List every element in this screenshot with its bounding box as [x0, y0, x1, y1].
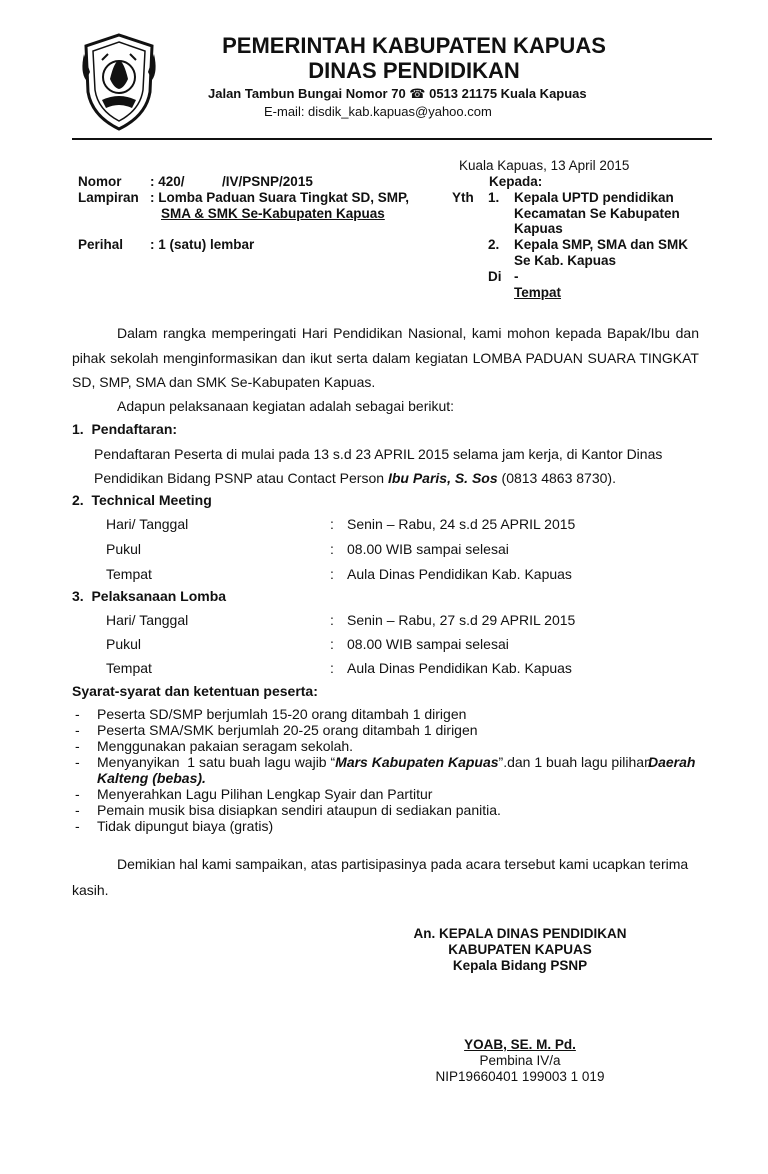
adapun-paragraph: Adapun pelaksanaan kegiatan adalah sebagai berikut:	[117, 398, 455, 414]
req-1-dash: -	[75, 706, 80, 722]
lomba-date-colon: :	[330, 612, 334, 628]
req-5: Menyerahkan Lagu Pilihan Lengkap Syair dan Partitur	[97, 786, 433, 802]
lampiran-label: Lampiran	[78, 190, 139, 205]
req-6: Pemain musik bisa disiapkan sendiri ataupun di sediakan panitia.	[97, 802, 501, 818]
tm-date-colon: :	[330, 516, 334, 532]
recipient-2-number: 2.	[488, 237, 500, 252]
recipient-1-line3: Kapuas	[514, 221, 563, 236]
closing-line-1: Demikian hal kami sampaikan, atas partisipasinya pada acara tersebut kami ucapkan terima	[117, 856, 689, 872]
recipient-2-line1: Kepala SMP, SMA dan SMK	[514, 237, 689, 252]
signatory-name	[360, 1037, 680, 1052]
lomba-time-label: Pukul	[106, 636, 142, 652]
tm-time-value: 08.00 WIB sampai selesai	[347, 541, 509, 557]
section-1-line-2	[94, 470, 616, 486]
contact-phone: (0813 4863 8730).	[497, 470, 616, 486]
contact-person-name: Ibu Paris, S. Sos	[387, 470, 498, 486]
signatory-regency: KABUPATEN KAPUAS	[448, 942, 592, 957]
lampiran-value: : Lomba Paduan Suara Tingkat SD, SMP,	[150, 190, 410, 205]
intro-line-3: SD, SMP, SMA dan SMK Se-Kabupaten Kapuas.	[72, 374, 376, 390]
contact-text: Pendidikan Bidang PSNP atau Contact Person	[94, 470, 388, 486]
req-7-dash: -	[75, 818, 80, 834]
letterhead-divider	[72, 138, 712, 140]
signatory-rank: Pembina IV/a	[479, 1053, 561, 1068]
nomor-value: : 420/ /IV/PSNP/2015	[150, 174, 313, 189]
req-1: Peserta SD/SMP berjumlah 15-20 orang ditambah 1 dirigen	[97, 706, 467, 722]
req-6-dash: -	[75, 802, 80, 818]
tempat-label: Tempat	[514, 285, 562, 300]
lomba-date-value: Senin – Rabu, 27 s.d 29 APRIL 2015	[347, 612, 576, 628]
recipient-1-line2: Kecamatan Se Kabupaten	[514, 206, 680, 221]
tm-time-colon: :	[330, 541, 334, 557]
req-5-dash: -	[75, 786, 80, 802]
signatory-nip: NIP19660401 199003 1 019	[435, 1069, 605, 1084]
intro-line-2: pihak sekolah menginformasikan dan ikut serta dalam kegiatan LOMBA PADUAN SUARA TINGKAT	[72, 350, 699, 366]
req-2-dash: -	[75, 722, 80, 738]
req-4-text: Menyanyikan 1 satu buah lagu wajib “	[97, 754, 336, 770]
lomba-place-colon: :	[330, 660, 334, 676]
perihal-value: : 1 (satu) lembar	[150, 237, 255, 252]
department-name: DINAS PENDIDIKAN	[308, 58, 520, 83]
tm-place-value: Aula Dinas Pendidikan Kab. Kapuas	[347, 566, 572, 582]
lomba-place-label: Tempat	[106, 660, 152, 676]
government-name: PEMERINTAH KABUPATEN KAPUAS	[222, 33, 606, 58]
nomor-label: Nomor	[78, 174, 122, 189]
lampiran-value-line2: SMA & SMK Se-Kabupaten Kapuas	[161, 206, 385, 221]
signatory-on-behalf: An. KEPALA DINAS PENDIDIKAN	[413, 926, 627, 941]
section-3-title: 3. Pelaksanaan Lomba	[72, 588, 227, 604]
closing-line-2: kasih.	[72, 882, 109, 898]
tm-date-value: Senin – Rabu, 24 s.d 25 APRIL 2015	[347, 516, 576, 532]
place-date: Kuala Kapuas, 13 April 2015	[459, 158, 630, 173]
recipient-1-line1: Kepala UPTD pendidikan	[514, 190, 674, 205]
section-1-line-1: Pendaftaran Peserta di mulai pada 13 s.d 23 APRIL 2015 selama jam kerja, di Kantor Dinas	[94, 446, 663, 462]
req-2: Peserta SMA/SMK berjumlah 20-25 orang ditambah 1 dirigen	[97, 722, 478, 738]
req-4-dash: -	[75, 754, 80, 770]
req-4	[97, 754, 656, 770]
perihal-label: Perihal	[78, 237, 124, 252]
req-4-daerah: Daerah	[648, 754, 696, 770]
office-email: E-mail: disdik_kab.kapuas@yahoo.com	[264, 104, 492, 119]
requirements-title: Syarat-syarat dan ketentuan peserta:	[72, 683, 318, 699]
recipient-2-line2: Se Kab. Kapuas	[514, 253, 617, 268]
section-2-title: 2. Technical Meeting	[72, 492, 212, 508]
recipient-1-number: 1.	[488, 190, 500, 205]
section-1-title: 1. Pendaftaran:	[72, 421, 178, 437]
di-label: Di	[488, 269, 502, 284]
lomba-date-label: Hari/ Tanggal	[106, 612, 189, 628]
yth-label: Yth	[452, 190, 474, 205]
signatory-position: Kepala Bidang PSNP	[452, 958, 588, 973]
tm-time-label: Pukul	[106, 541, 142, 557]
signatory-name-text: YOAB, SE. M. Pd.	[464, 1037, 576, 1052]
lomba-place-value: Aula Dinas Pendidikan Kab. Kapuas	[347, 660, 572, 676]
tm-place-colon: :	[330, 566, 334, 582]
tm-date-label: Hari/ Tanggal	[106, 516, 189, 532]
req-4-line-2: Kalteng (bebas).	[97, 770, 206, 786]
intro-line-1: Dalam rangka memperingati Hari Pendidikan Nasional, kami mohon kepada Bapak/Ibu dan	[117, 325, 699, 341]
req-4-mid: ”.dan 1 buah lagu pilihan	[498, 754, 656, 770]
req-3: Menggunakan pakaian seragam sekolah.	[97, 738, 354, 754]
tm-place-label: Tempat	[106, 566, 152, 582]
lomba-time-colon: :	[330, 636, 334, 652]
req-3-dash: -	[75, 738, 80, 754]
office-address: Jalan Tambun Bungai Nomor 70 ☎ 0513 21175 Kuala Kapuas	[208, 86, 587, 101]
req-7: Tidak dipungut biaya (gratis)	[97, 818, 274, 834]
di-dash: -	[514, 269, 519, 284]
mandatory-song: Mars Kabupaten Kapuas	[335, 754, 499, 770]
kepada-label: Kepada:	[489, 174, 543, 189]
lomba-time-value: 08.00 WIB sampai selesai	[347, 636, 509, 652]
